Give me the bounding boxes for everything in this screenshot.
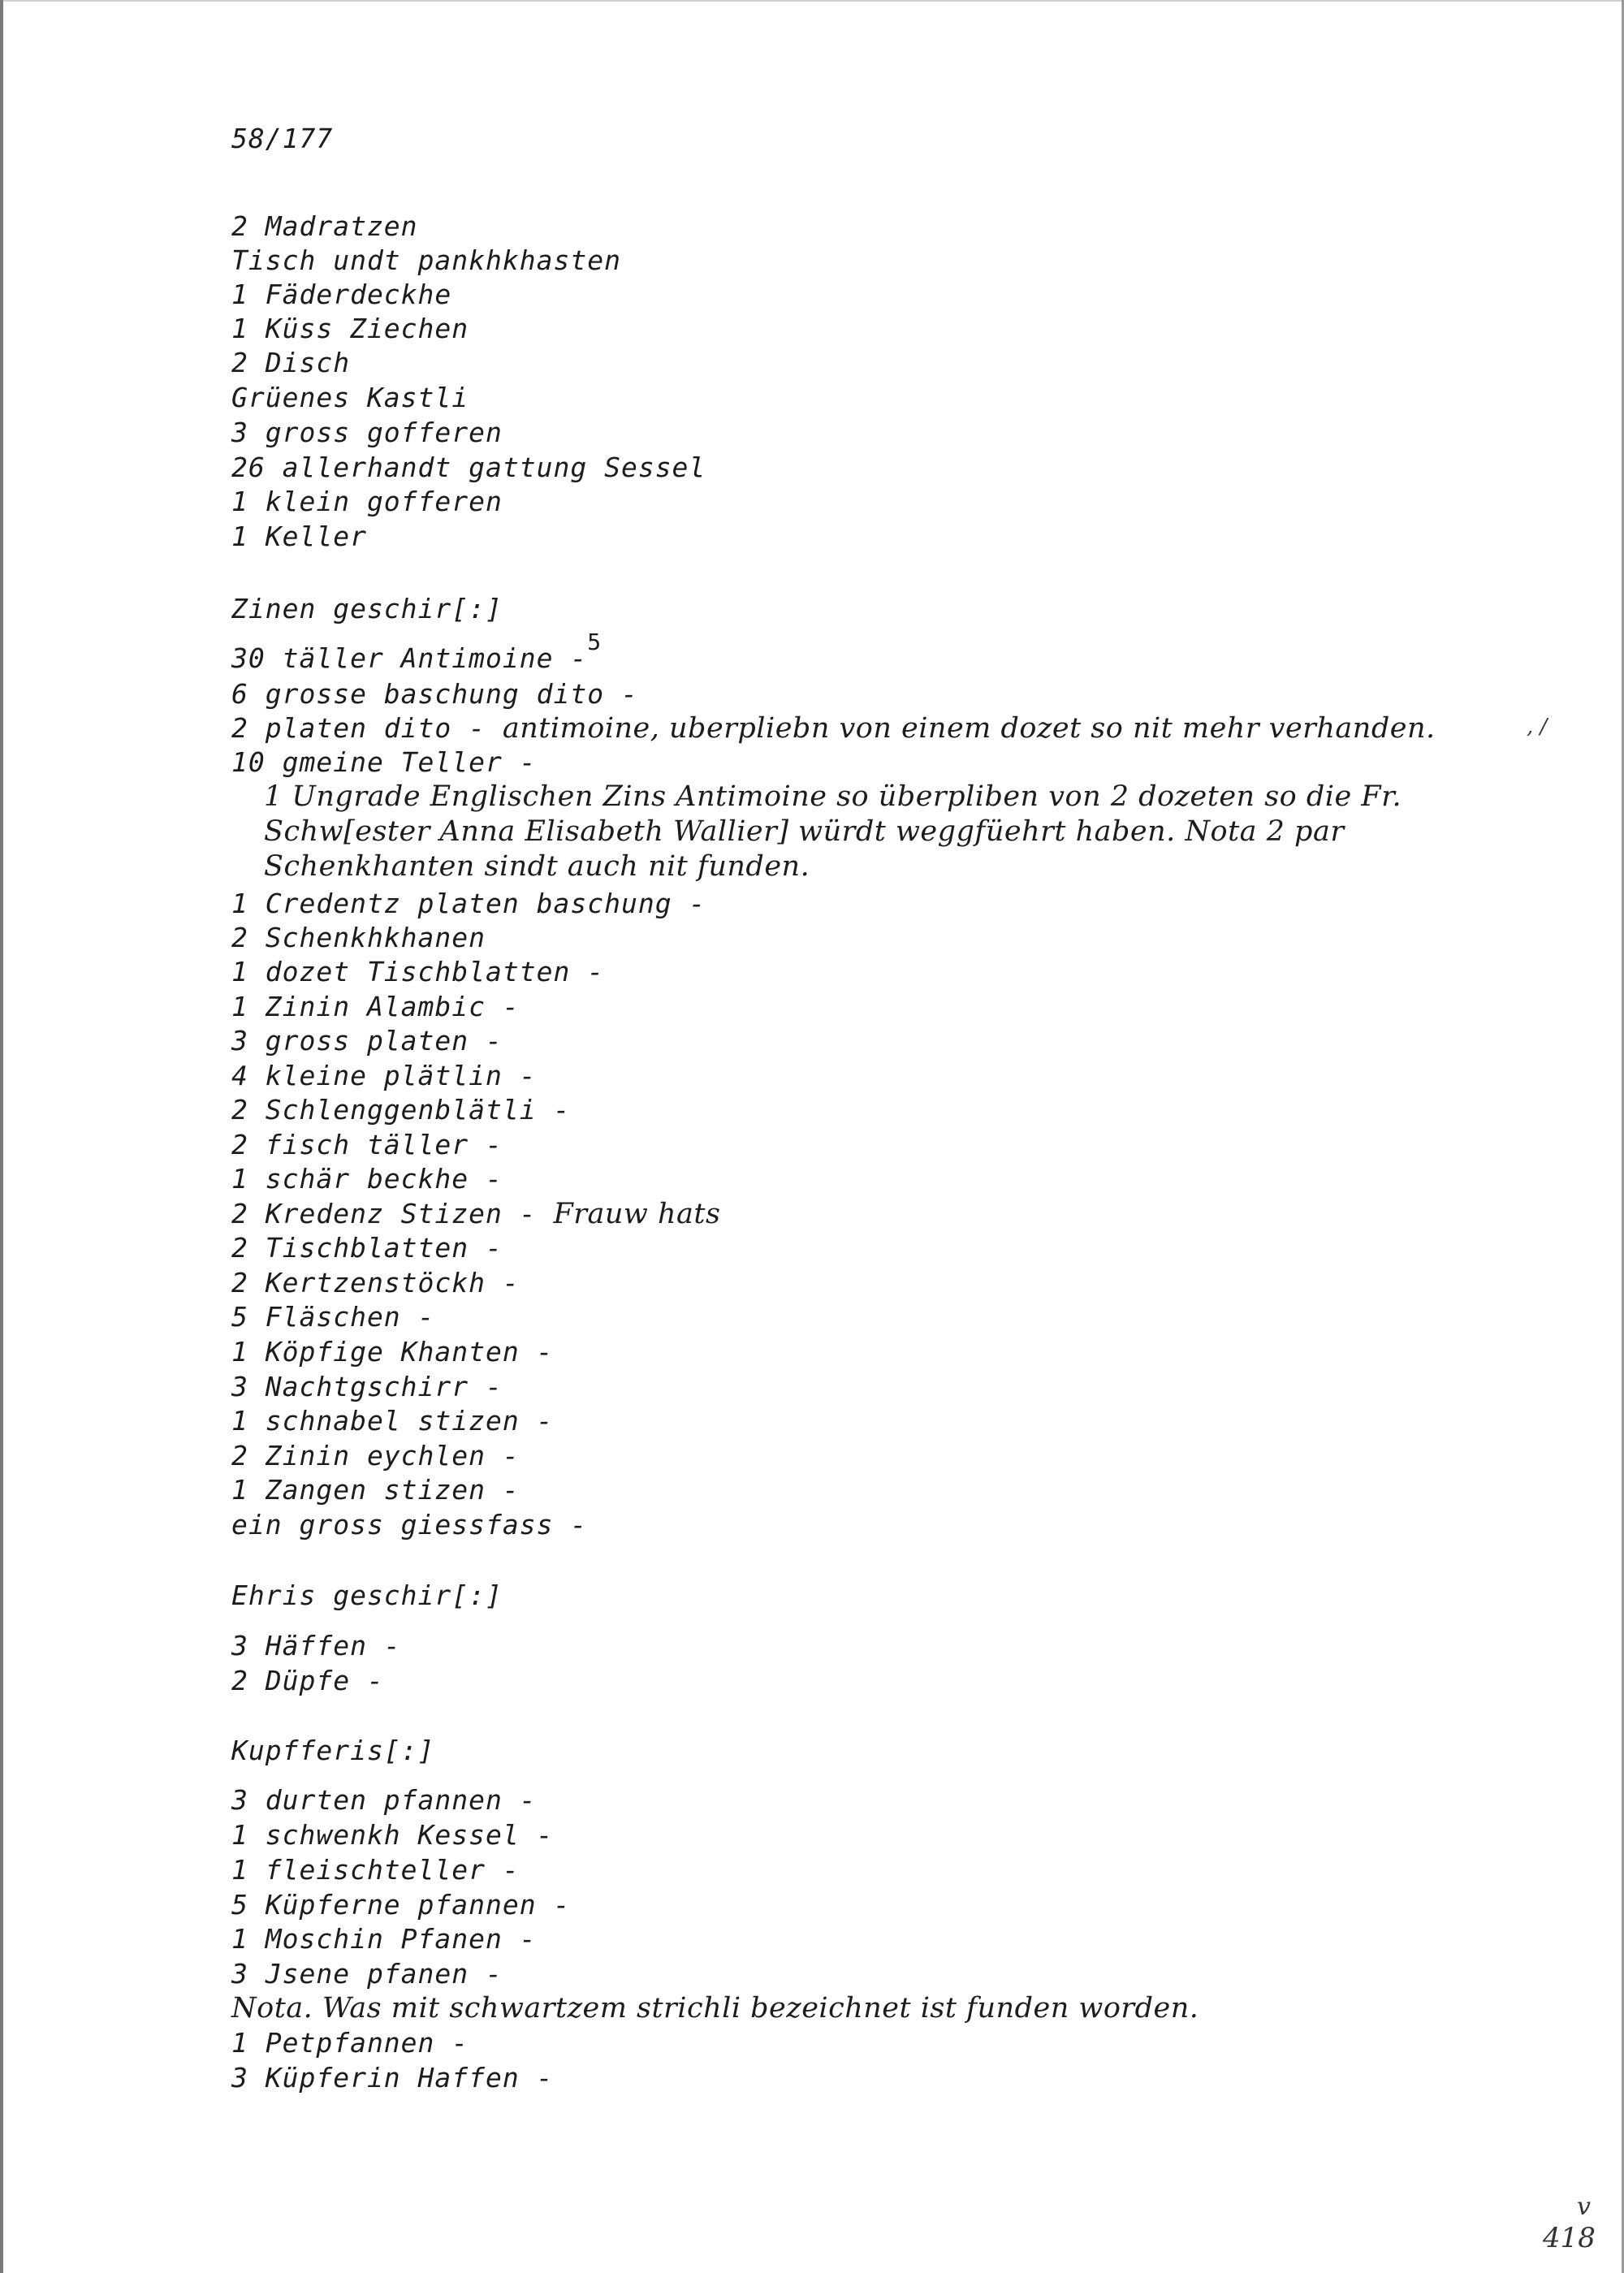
list-item: 5 Fläschen -: [231, 1301, 435, 1333]
list-item-text: 2 Kredenz Stizen -: [231, 1198, 554, 1229]
list-item: 1 Credentz platen baschung -: [231, 888, 706, 919]
list-item: 3 Häffen -: [231, 1630, 401, 1662]
list-item: 2 Schlenggenblätli -: [231, 1094, 571, 1126]
list-item: 1 schär beckhe -: [231, 1163, 503, 1195]
scan-left-edge: [0, 0, 3, 2273]
list-item: 1 dozet Tischblatten -: [231, 956, 605, 987]
handwritten-note-line: Schenkhanten sindt auch nit funden.: [264, 850, 810, 883]
section-heading-zinen: Zinen geschir[:]: [231, 593, 503, 624]
list-item: 6 grosse baschung dito -: [231, 678, 638, 710]
list-item: 3 durten pfannen -: [231, 1784, 537, 1816]
list-item: 5 Küpferne pfannen -: [231, 1889, 571, 1921]
handwritten-note-line: 1 Ungrade Englischen Zins Antimoine so überpliben von 2 dozeten so die Fr.: [264, 780, 1402, 813]
list-item: 1 Küss Ziechen: [231, 313, 469, 344]
list-item: 2 Tischblatten -: [231, 1232, 503, 1264]
list-item: [231, 711, 1436, 745]
list-item: 3 gross platen -: [231, 1025, 503, 1057]
scan-top-edge: [0, 0, 1624, 2]
list-item: 1 Zangen stizen -: [231, 1474, 520, 1506]
list-item: 3 gross gofferen: [231, 417, 503, 448]
superscript-mark: 5: [587, 629, 603, 655]
folio-number: 418: [1543, 2222, 1596, 2254]
list-item: 3 Nachtgschirr -: [231, 1371, 503, 1402]
list-item: 3 Jsene pfanen -: [231, 1958, 503, 1990]
list-item: 1 fleischteller -: [231, 1854, 520, 1886]
list-item: 1 Fäderdeckhe: [231, 279, 452, 310]
handwritten-nota: Nota. Was mit schwartzem strichli bezeichnet ist funden worden.: [231, 1992, 1199, 2025]
handwritten-annotation: antimoine, uberpliebn von einem dozet so nit mehr verhanden.: [502, 712, 1436, 745]
list-item: 2 Schenkhkhanen: [231, 922, 486, 953]
list-item: 1 schnabel stizen -: [231, 1405, 554, 1437]
list-item: 1 Zinin Alambic -: [231, 991, 520, 1022]
handwritten-annotation: Frauw hats: [553, 1198, 721, 1230]
list-item: [231, 1197, 720, 1231]
list-item: 1 klein gofferen: [231, 486, 503, 517]
list-item: [231, 629, 603, 677]
folio-check-mark: v: [1577, 2193, 1591, 2221]
list-item: 2 fisch täller -: [231, 1129, 503, 1160]
list-item: 10 gmeine Teller -: [231, 746, 537, 778]
list-item: 2 Madratzen: [231, 210, 418, 242]
list-item: Grüenes Kastli: [231, 382, 469, 413]
list-item: 1 Petpfannen -: [231, 2027, 469, 2059]
margin-mark: , /: [1527, 715, 1548, 739]
list-item: 2 Düpfe -: [231, 1665, 384, 1696]
list-item: 3 Küpferin Haffen -: [231, 2062, 554, 2094]
list-item: 26 allerhandt gattung Sessel: [231, 452, 706, 483]
list-item: ein gross giessfass -: [231, 1509, 588, 1541]
list-item: 2 Kertzenstöckh -: [231, 1267, 520, 1299]
section-heading-kupfferis: Kupfferis[:]: [231, 1735, 435, 1766]
list-item: 1 schwenkh Kessel -: [231, 1819, 554, 1851]
list-item: 1 Moschin Pfanen -: [231, 1923, 537, 1955]
list-item-text: 30 täller Antimoine -: [231, 642, 588, 674]
list-item: 2 Disch: [231, 347, 351, 378]
list-item: 2 Zinin eychlen -: [231, 1440, 520, 1471]
section-heading-ehris: Ehris geschir[:]: [231, 1579, 503, 1611]
list-item: Tisch undt pankhkhasten: [231, 244, 621, 276]
archive-number: 58/177: [231, 123, 334, 154]
list-item: 4 kleine plätlin -: [231, 1060, 537, 1091]
list-item: 1 Keller: [231, 521, 367, 552]
list-item-text: 2 platen dito -: [231, 712, 503, 744]
handwritten-note-line: Schw[ester Anna Elisabeth Wallier] würdt weggfüehrt haben. Nota 2 par: [264, 815, 1345, 848]
list-item: 1 Köpfige Khanten -: [231, 1336, 554, 1368]
